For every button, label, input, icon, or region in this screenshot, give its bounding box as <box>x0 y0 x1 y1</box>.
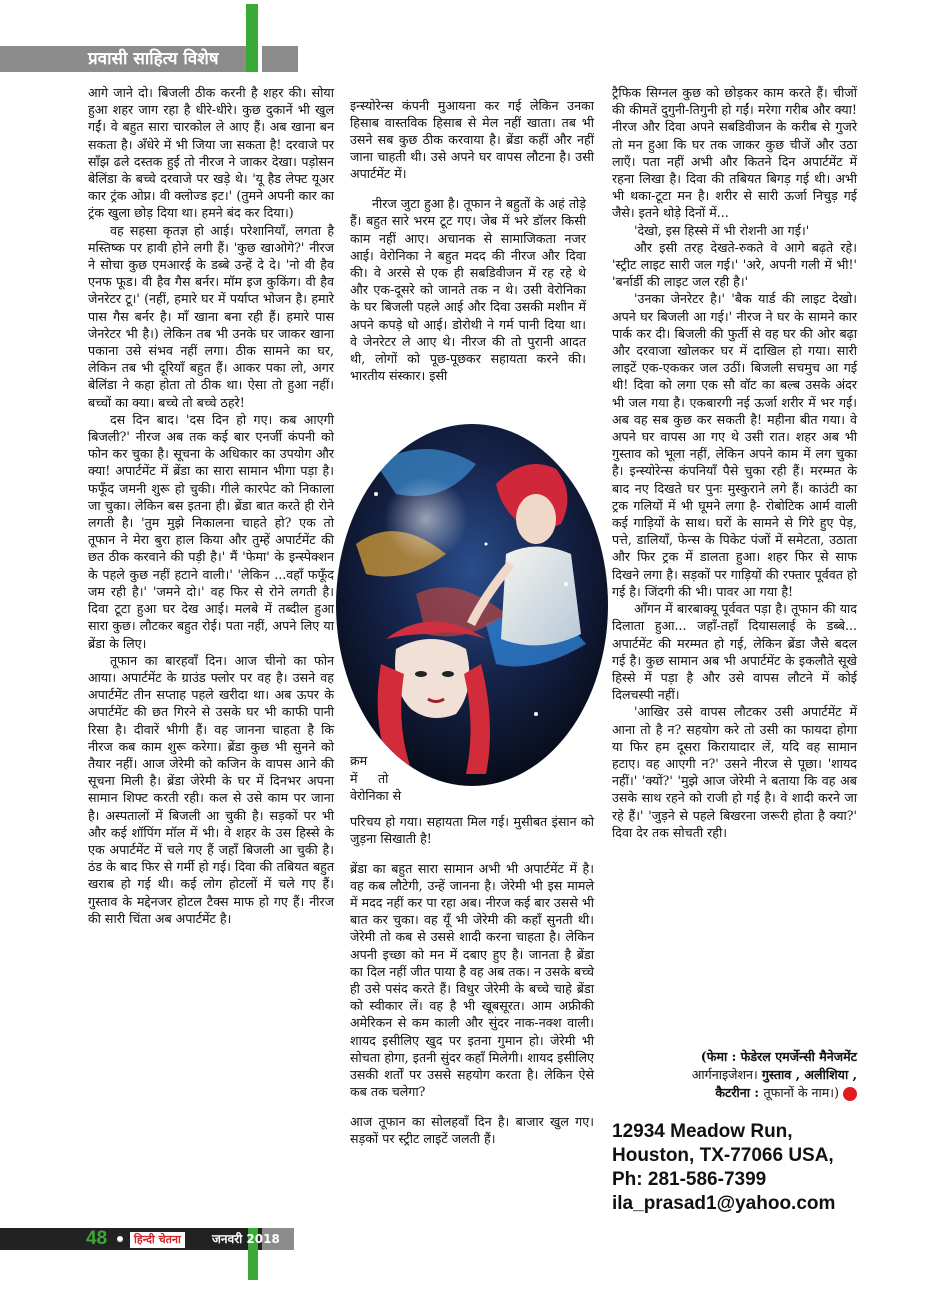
credit-line-2-names: गुस्ताव , अलीशिया , <box>761 1067 857 1082</box>
issue-date: जनवरी 2018 <box>212 1232 280 1246</box>
column-1 <box>88 84 334 927</box>
paragraph: और इसी तरह देखते-रुकते वे आगे बढ़ते रहे। 'स्ट्रीट लाइट सारी जल गई।' 'अरे, अपनी गली में भी!' 'बर्नार्डी की लाइट जल रही है।' <box>612 239 857 290</box>
paragraph: इन्स्योरेन्स कंपनी मुआयना कर गई लेकिन उनका हिसाब वास्तविक हिसाब से मेल नहीं खाता। तब भी उसने सब कुछ ठीक करवाया है। ब्रेंडा कहीं और नहीं जाना चाहती थी। उसे अपने घर वापस लौटना है। उसी अपार्टमेंट में। <box>350 97 594 182</box>
author-address <box>612 1120 892 1216</box>
wrap-word: में <box>350 771 358 786</box>
paragraph: तूफान का बारहवाँ दिन। आज चीनो का फोन आया। अपार्टमेंट के ग्राउंड फ्लोर पर वह है। उसने वह अपार्टमेंट तीन सप्ताह पहले खरीदा था। अब ऊपर के अपार्टमेंट की छत गिरने से उसके घर भी काफी पानी रिसा है। दीवारें भीगी हैं। वह जानना चाहता है कि नीरज कब काम शुरू करेगा। ब्रेंडा कुछ भी सुनने को तैयार नहीं। आज जेरेमी को कजिन के वापस आने की सूचना मिली है। ब्रेंडा जेरेमी के घर में दिनभर अपना सामान शिफ्ट करती रही। कल से उसे काम पर जाना है। अस्पतालों में बिजली आ चुकी है। सड़कों पर भी और कई शॉपिंग मॉल में भी। वे शहर के उस हिस्से के एक अपार्टमेंट में चले गए हैं जहाँ बिजली आ चुकी है। ठंड के बाद फिर से गर्मी हो गई। दिवा की तबियत बहुत खराब हो गई थी। कई लोग होटलों में चले गए हैं। गुस्ताव के मद्देनजर होटल टैक्स माफ हो गए हैं। नीरज की सारी चिंता अब अपार्टमेंट है। <box>88 652 334 926</box>
illustration-image <box>336 424 608 786</box>
painted-women-artwork <box>336 424 608 786</box>
paragraph: ब्रेंडा का बहुत सारा सामान अभी भी अपार्टमेंट में है। वह कब लौटेगी, उन्हें जानना है। जेरेमी भी इस मामले में मदद नहीं कर पा रहा अब। नीरज कई बार उससे भी बात कर चुका। वह यूँ भी जेरेमी की कहाँ सुनती थी। जेरेमी तो कब से उससे शादी करना चाहता है। लेकिन अपनी इच्छा को मन में दबाए हुए है। जानता है ब्रेंडा का दिल नहीं जीत पाया है वह अब तक। न उसके बच्चे ही उसे पसंद करते हैं। विधुर जेरेमी के बच्चे चाहे ब्रेंडा को स्वीकार लें। वह है भी खूबसूरत। आम अफ्रीकी अमेरिकन से कम काली और सुंदर नाक-नक्श वाली। शायद इसीलिए खुद पर इतना गुमान हो। जेरेमी भी सोचता होगा, इतनी सुंदर कहाँ मिलेगी। शायद इसीलिए उसकी शर्तों पर उससे सहयोग करता है। लेकिन ऐसे कब तक चलेगा? <box>350 860 594 1100</box>
paragraph: दस दिन बाद। 'दस दिन हो गए। कब आएगी बिजली?' नीरज अब तक कई बार एनर्जी कंपनी को फोन कर चुका है। सूचना के अधिकार का उपयोग और क्या! अपार्टमेंट में ब्रेंडा का सारा सामान भीगा पड़ा है। फफूँद जमनी शुरू हो चुकी। गीले कारपेट को निकाला जा चुका। लेकिन बस इतना ही। ब्रेंडा बात करते ही रोने लगती है। 'तुम मुझे निकालना चाहते हो? एक तो तूफान ने मेरा बुरा हाल किया और तुम्हें अपार्टमेंट की छत ठीक करवाने की पड़ी है।' मैं 'फेमा' के इन्स्पेक्शन के पहले कुछ नहीं हटाने वाली।' 'लेकिन ...वहाँ फफूँद जम रही है।' 'जमने दो।' वह फिर से रोने लगती है। दिवा टूटा हुआ घर देख आई। मलबे में तब्दील हुआ सारा कुछ। लौटकर बहुत रोई। पता नहीं, अपने लिए या ब्रेंडा के लिए। <box>88 411 334 651</box>
wrap-word: तो <box>378 771 389 786</box>
column-3 <box>612 84 857 841</box>
column-2-bottom <box>350 800 594 1160</box>
credit-line-1: (फेमा : फेडेरल एमर्जेन्सी मैनेजमेंट <box>700 1049 857 1064</box>
paragraph: नीरज जुटा हुआ है। तूफान ने बहुतों के अहं तोड़े हैं। बहुत सारे भरम टूट गए। जेब में भरे डॉलर किसी काम नहीं आए। अचानक से सामाजिकता नजर आई। वेरोनिका ने बहुत मदद की नीरज और दिवा की। वे अरसे से एक ही सबडिवीजन में रह रहे थे और एक-दूसरे को जानते तक न थे। उसी वेरोनिका के घर बिजली पहले आई और दिवा उसकी मशीन में अपने कपड़े धो आई। डोरोथी ने गर्म पानी दिया था। वे जेनरेटर ले आए थे। नीरज की तो पुरानी आदत थी, लोगों को पूछ-पूछकर सहायता करने की। भारतीय संस्कार। इसी <box>350 196 586 384</box>
wrap-word: क्रम <box>350 753 368 768</box>
address-line-2: Houston, TX-77066 USA, <box>612 1145 834 1166</box>
address-email: ila_prasad1@yahoo.com <box>612 1193 836 1214</box>
column-2-top <box>350 84 594 397</box>
magazine-name: हिन्दी चेतना <box>130 1232 185 1248</box>
header-green-accent <box>246 4 258 72</box>
footer-bullet-icon <box>117 1236 123 1242</box>
footnote-credit <box>612 1048 857 1102</box>
paragraph: 'आखिर उसे वापस लौटकर उसी अपार्टमेंट में आना तो है न? सहयोग करे तो उसी का फायदा होगा या फिर हम दूसरा किरायादार लें, यदि वह सामान हटाए। वह आएगी न?' उसने नीरज से पूछा। 'शायद नहीं।' 'क्यों?' 'मुझे आज जेरेमी ने बताया कि वह अब उसके साथ रहने को राजी हो गई है। वे शादी करने जा रहे हैं।' 'जुड़ने से पहले बिखरना जरूरी होता है क्या?' दिवा देर तक सोचती रही। <box>612 704 857 840</box>
credit-line-2-prefix: आर्गनाइजेशन। <box>691 1067 762 1082</box>
credit-line-3-rest: तूफानों के नाम।) <box>763 1085 839 1100</box>
credit-line-3-name: कैटरीना : <box>715 1085 764 1100</box>
section-title: प्रवासी साहित्य विशेष <box>88 49 219 69</box>
header-gray-block <box>262 46 298 72</box>
address-line-1: 12934 Meadow Run, <box>612 1121 793 1142</box>
paragraph: वह सहसा कृतज्ञ हो आई। परेशानियाँ, लगता है मस्तिष्क पर हावी होने लगी हैं। 'कुछ खाओगे?' नीरज ने सोचा कुछ एमआरई के डब्बे उन्हें दे दे। 'नो वी हैव एनफ फूड। वी हैव गैस बर्नर। मॉम इज कुकिंग। वी हैव जेनरेटर टू।' (नहीं, हमारे घर में पर्याप्त भोजन है। हमारे पास गैस बर्नर है। माँ खाना बना रही हैं। हमारे पास जेनरेटर भी है।) लेकिन तब भी उनके घर जाकर खाना पकाना उसे संभव नहीं लगा। ठीक सामने का घर, लेकिन तब भी दूरियाँ बहुत हैं। आकर पका लो, अगर बेलिंडा ने कहा होता तो ठीक था। ऐसा तो हुआ नहीं। बच्चों का क्या। बच्चे तो बच्चे ठहरे! <box>88 222 334 410</box>
page-number: 48 <box>86 1228 108 1249</box>
paragraph: 'उनका जेनरेटर है।' 'बैक यार्ड की लाइट देखो। अपने घर बिजली आ गई।' नीरज ने घर के सामने कार पार्क कर दी। बिजली की फुर्ती से वह घर की ओर बढ़ा और दरवाजा खोलकर घर में दाखिल हो गया। सारी लाइटें एक-एककर जल उठीं। बिजली सचमुच आ गई थी! दिवा को लगा एक सौ वॉट का बल्ब उसके अंदर भी जल गया है। एकबारगी नई ऊर्जा शरीर में भर गई। अब वह सब कुछ कर सकती है! महीना बीत गया। वे अपने घर वापस आ गए थे उसी रात। शहर अब भी गुस्ताव को भूला नहीं, लेकिन अपने काम में लग चुका है। इन्स्योरेन्स कंपनियाँ पैसे चुका रही हैं। मरम्मत के बाद नए दिखते घर पुनः मुस्कुराने लगे हैं। काउंटी का ट्रक गलियों में भी घूमने लगा है- रोबोटिक आर्म वाली कई गाड़ियों के साथ। घरों के सामने से गिरे हुए पेड़, पत्ते, डालियाँ, फेन्स के पिकेट पंजों में समेटता, उठाता और फिर ट्रक में डालता हुआ। शहर फिर से साफ दिखने लगा है। सड़कों पर गाड़ियों की रफ्तार पूर्ववत हो गई है। जिंदगी की भी। पावर आ गया है! <box>612 291 857 599</box>
paragraph: 'देखो, इस हिस्से में भी रोशनी आ गई।' <box>634 222 810 238</box>
address-phone: Ph: 281-586-7399 <box>612 1169 767 1190</box>
paragraph: आज तूफान का सोलहवाँ दिन है। बाजार खुल गए। सड़कों पर स्ट्रीट लाइटें जलती हैं। <box>350 1114 594 1147</box>
paragraph: ट्रैफिक सिग्नल कुछ को छोड़कर काम करते हैं। चीजों की कीमतें दुगुनी-तिगुनी हो गईं। मरेगा गरीब और क्या! नीरज और दिवा अपने सबडिवीजन के करीब से गुजरे तो मन हुआ कि घर तक जाकर कुछ चीजें और उठा लाएँ। पता नहीं अभी और कितने दिन अपार्टमेंट में रहना लिखा है। दिवा की तबियत बिगड़ गई थी। अभी भी थका-टूटा मन है। शरीर से सारी ऊर्जा निचुड़ गई जैसे। इतने थोड़े दिनों में... <box>612 85 857 221</box>
paragraph: आँगन में बारबाक्यू पूर्ववत पड़ा है। तूफान की याद दिलाता हुआ... जहाँ-तहाँ दियासलाई के डब्बे... अपार्टमेंट की मरम्मत हो गई, लेकिन ब्रेंडा जैसे बदल गई है। कुछ सामान अब भी अपार्टमेंट के इकलौते सूखे हिस्से में पड़ा है और उसे वापस लौटने में कोई दिलचस्पी नहीं। <box>612 601 857 703</box>
paragraph: परिचय हो गया। सहायता मिल गई। मुसीबत इंसान को जुड़ना सिखाती है! <box>350 813 594 846</box>
wrap-word: वेरोनिका से <box>350 788 402 803</box>
end-mark-icon <box>843 1087 857 1101</box>
paragraph: आगे जाने दो। बिजली ठीक करनी है शहर की। सोया हुआ शहर जाग रहा है धीरे-धीरे। कुछ दुकानें भी खुल गईं। वे बहुत सारा चारकोल ले आए हैं। अब खाना बन सकता है। अँधेरे में भी जिया जा सकता है! दरवाजे पर साँझ ढले दस्तक हुई तो नीरज ने जाकर देखा। पड़ोसन बेलिंडा के बच्चे दरवाजे पर खड़े थे। 'यू हैड लेफ्ट यूअर कार ट्रंक ओप्न। वी क्लोज्ड इट।' (तुमने अपनी कार का ट्रंक खुला छोड़ दिया था। हमने बंद कर दिया।) <box>88 85 334 221</box>
